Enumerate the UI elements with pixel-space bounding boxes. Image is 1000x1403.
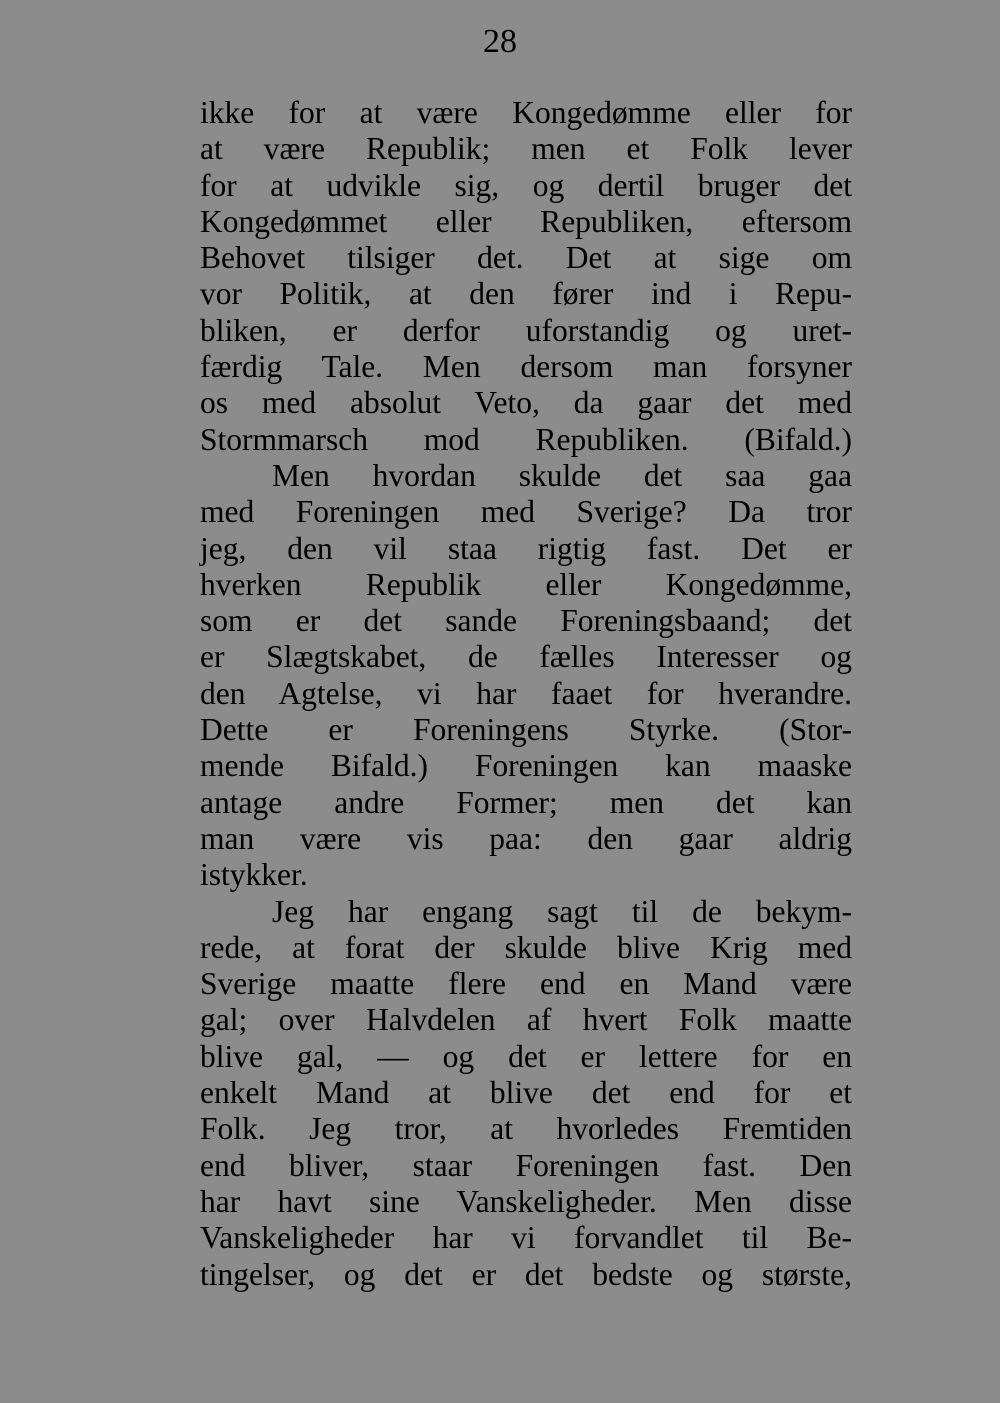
text-line: færdig Tale. Men dersom man forsyner (200, 349, 852, 385)
text-line: end bliver, staar Foreningen fast. Den (200, 1147, 852, 1183)
text-line: Stormmarsch mod Republiken. (Bifald.) (200, 421, 852, 457)
text-line: Vanskeligheder har vi forvandlet til Be- (200, 1220, 852, 1256)
text-line: antage andre Former; men det kan (200, 784, 852, 820)
page-number: 28 (483, 23, 517, 60)
text-line: Kongedømmet eller Republiken, eftersom (200, 203, 852, 239)
text-line: Sverige maatte flere end en Mand være (200, 966, 852, 1002)
text-line: Behovet tilsiger det. Det at sige om (200, 240, 852, 276)
text-line: tingelser, og det er det bedste og største, (200, 1256, 852, 1292)
text-line: for at udvikle sig, og dertil bruger det (200, 167, 852, 203)
body-text (200, 95, 852, 1293)
text-line: jeg, den vil staa rigtig fast. Det er (200, 530, 852, 566)
text-line: Dette er Foreningens Styrke. (Stor- (200, 712, 852, 748)
text-line: istykker. (200, 857, 308, 893)
text-line: vor Politik, at den fører ind i Repu- (200, 276, 852, 312)
text-line: rede, at forat der skulde blive Krig med (200, 929, 852, 965)
text-line: blive gal, — og det er lettere for en (200, 1038, 852, 1074)
text-line: hverken Republik eller Kongedømme, (200, 566, 852, 602)
text-line: har havt sine Vanskeligheder. Men disse (200, 1183, 852, 1219)
text-line: enkelt Mand at blive det end for et (200, 1075, 852, 1111)
text-line: man være vis paa: den gaar aldrig (200, 820, 852, 856)
text-line: gal; over Halvdelen af hvert Folk maatte (200, 1002, 852, 1038)
text-line: er Slægtskabet, de fælles Interesser og (200, 639, 852, 675)
text-line: os med absolut Veto, da gaar det med (200, 385, 852, 421)
text-line: med Foreningen med Sverige? Da tror (200, 494, 852, 530)
text-line: den Agtelse, vi har faaet for hverandre. (200, 675, 852, 711)
text-line: Men hvordan skulde det saa gaa (272, 457, 852, 493)
text-line: Jeg har engang sagt til de bekym- (272, 893, 852, 929)
text-line: at være Republik; men et Folk lever (200, 131, 852, 167)
text-line: bliken, er derfor uforstandig og uret- (200, 312, 852, 348)
text-line: Folk. Jeg tror, at hvorledes Fremtiden (200, 1111, 852, 1147)
text-line: som er det sande Foreningsbaand; det (200, 603, 852, 639)
text-line: mende Bifald.) Foreningen kan maaske (200, 748, 852, 784)
text-line: ikke for at være Kongedømme eller for (200, 95, 852, 130)
